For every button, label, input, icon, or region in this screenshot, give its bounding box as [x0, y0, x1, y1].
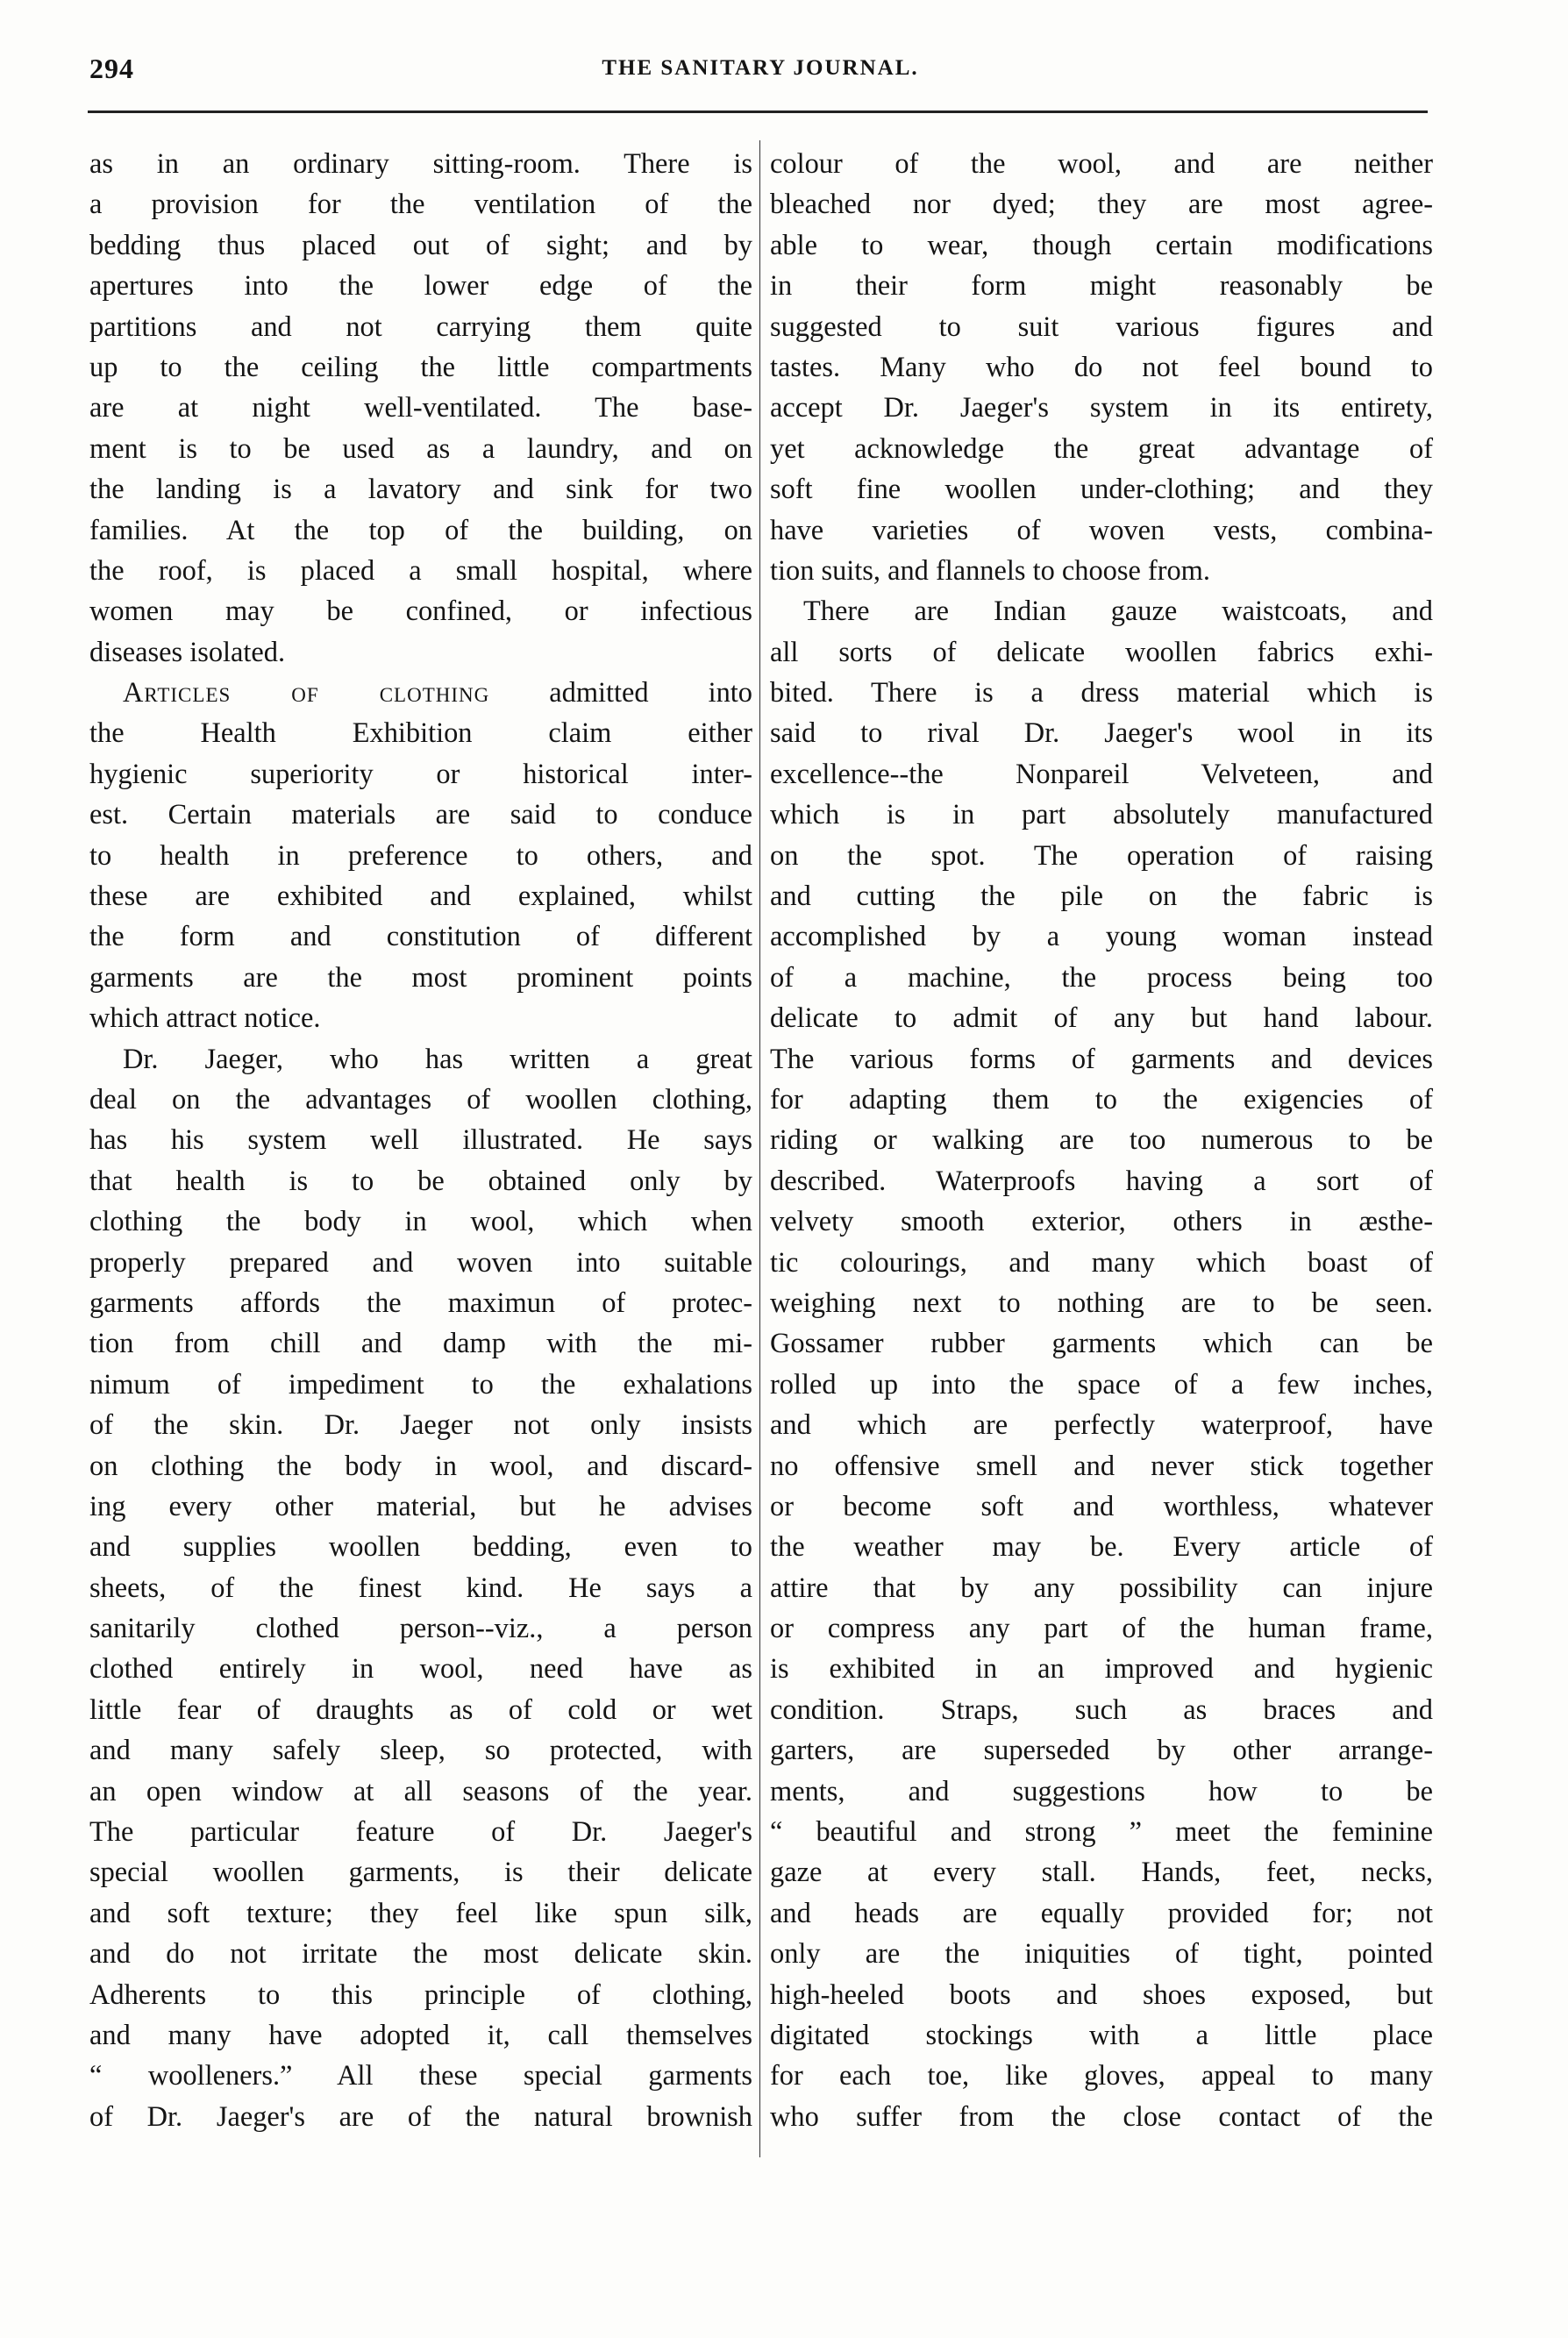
text-line: colour of the wool, and are neither [770, 148, 1433, 180]
text-line: The particular feature of Dr. Jaeger's [89, 1816, 752, 1849]
text-line: and cutting the pile on the fabric is [770, 880, 1433, 913]
text-line [89, 673, 752, 713]
text-line: and many safely sleep, so protected, with [89, 1735, 752, 1767]
text-line: There are Indian gauze waistcoats, and [803, 595, 1433, 628]
text-line: diseases isolated. [89, 636, 286, 668]
text-line: are at night well-ventilated. The base- [89, 392, 752, 424]
text-line: special woollen garments, is their delicate [89, 1857, 752, 1889]
text-line: accept Dr. Jaeger's system in its entirety, [770, 392, 1433, 424]
page-number: 294 [89, 53, 134, 84]
text-line: the roof, is placed a small hospital, where [89, 554, 752, 587]
text-line: hygienic superiority or historical inter- [89, 758, 752, 790]
text-line: tic colourings, and many which boast of [770, 1246, 1433, 1279]
text-line: has his system well illustrated. He says [89, 1124, 752, 1157]
paragraph-1 [770, 144, 1433, 591]
running-title: THE SANITARY JOURNAL. [602, 56, 919, 80]
text-line: garments are the most prominent points [89, 961, 752, 994]
text-line: which is in part absolutely manufactured [770, 799, 1433, 831]
text-line: the Health Exhibition claim either [89, 717, 752, 750]
text-line: and heads are equally provided for; not [770, 1897, 1433, 1929]
text-line: ment is to be used as a laundry, and on [89, 432, 752, 465]
text-line: attire that by any possibility can injure [770, 1572, 1433, 1604]
text-line: in their form might reasonably be [770, 270, 1433, 303]
text-line: apertures into the lower edge of the [89, 270, 752, 303]
paragraph-2 [89, 673, 752, 1039]
text-line: little fear of draughts as of cold or wet [89, 1693, 752, 1726]
text-line: and do not irritate the most delicate skin. [89, 1938, 752, 1971]
text-line: Adherents to this principle of clothing, [89, 1978, 752, 2011]
right-column [770, 144, 1433, 2137]
text-line: tion suits, and flannels to choose from. [770, 554, 1210, 587]
text-line: the weather may be. Every article of [770, 1531, 1433, 1564]
text-line: clothed entirely in wool, need have as [89, 1653, 752, 1686]
text-line: excellence--the Nonpareil Velveteen, and [770, 758, 1433, 790]
text-line: “ woolleners.” All these special garments [89, 2060, 752, 2092]
text-line: clothing the body in wool, which when [89, 1206, 752, 1238]
text-line: ing every other material, but he advises [89, 1490, 752, 1522]
text-line: which attract notice. [89, 1002, 321, 1035]
text-line: partitions and not carrying them quite [89, 310, 752, 343]
text-line: the landing is a lavatory and sink for two [89, 474, 752, 506]
text-line: tion from chill and damp with the mi- [89, 1328, 752, 1360]
text-line: an open window at all seasons of the year. [89, 1775, 752, 1807]
text-line: digitated stockings with a little place [770, 2019, 1433, 2051]
text-line: of the skin. Dr. Jaeger not only insists [89, 1409, 752, 1442]
paragraph-2 [770, 591, 1433, 2137]
text-line: bleached nor dyed; they are most agree- [770, 189, 1433, 221]
text-line: yet acknowledge the great advantage of [770, 432, 1433, 465]
text-line: “ beautiful and strong ” meet the feminine [770, 1816, 1433, 1849]
text-line: and soft texture; they feel like spun silk, [89, 1897, 752, 1929]
text-line: these are exhibited and explained, whilst [89, 880, 752, 913]
text-line: velvety smooth exterior, others in æsthe- [770, 1206, 1433, 1238]
text-line: rolled up into the space of a few inches, [770, 1368, 1433, 1401]
text-line: weighing next to nothing are to be seen. [770, 1287, 1433, 1319]
text-line: no offensive smell and never stick together [770, 1450, 1433, 1482]
text-line: suggested to suit various figures and [770, 310, 1433, 343]
text-line: The various forms of garments and devices [770, 1043, 1433, 1075]
text-line: or become soft and worthless, whatever [770, 1490, 1433, 1522]
page-header [89, 53, 1431, 88]
text-line: only are the iniquities of tight, pointed [770, 1938, 1433, 1971]
text-line: that health is to be obtained only by [89, 1165, 752, 1197]
text-line: and many have adopted it, call themselves [89, 2019, 752, 2051]
text-line: families. At the top of the building, on [89, 514, 752, 546]
text-line: and supplies woollen bedding, even to [89, 1531, 752, 1564]
text-line: have varieties of woven vests, combina- [770, 514, 1433, 546]
text-line: on the spot. The operation of raising [770, 839, 1433, 872]
text-line: properly prepared and woven into suitable [89, 1246, 752, 1279]
text-line: of Dr. Jaeger's are of the natural brownish [89, 2100, 752, 2133]
text-line: condition. Straps, such as braces and [770, 1693, 1433, 1726]
text-line: high-heeled boots and shoes exposed, but [770, 1978, 1433, 2011]
paragraph-3 [89, 1039, 752, 2138]
text-line: to health in preference to others, and [89, 839, 752, 872]
text-line: bited. There is a dress material which is [770, 677, 1433, 709]
text-line: bedding thus placed out of sight; and by [89, 229, 752, 261]
text-line: as in an ordinary sitting-room. There is [89, 148, 752, 180]
text-fragment: admitted into [549, 677, 752, 709]
text-line: or compress any part of the human frame, [770, 1613, 1433, 1645]
text-line: accomplished by a young woman instead [770, 921, 1433, 953]
text-line: tastes. Many who do not feel bound to [770, 351, 1433, 383]
text-line: all sorts of delicate woollen fabrics exhi- [770, 636, 1433, 668]
text-line: for adapting them to the exigencies of [770, 1083, 1433, 1116]
text-line: nimum of impediment to the exhalations [89, 1368, 752, 1401]
text-line: Gossamer rubber garments which can be [770, 1328, 1433, 1360]
text-line: said to rival Dr. Jaeger's wool in its [770, 717, 1433, 750]
text-line: garments affords the maximun of protec- [89, 1287, 752, 1319]
text-line: est. Certain materials are said to conduce [89, 799, 752, 831]
text-line: of a machine, the process being too [770, 961, 1433, 994]
text-line: and which are perfectly waterproof, have [770, 1409, 1433, 1442]
paragraph-1 [89, 144, 752, 673]
text-line: delicate to admit of any but hand labour. [770, 1002, 1433, 1035]
text-line: ments, and suggestions how to be [770, 1775, 1433, 1807]
text-line: the form and constitution of different [89, 921, 752, 953]
text-line: up to the ceiling the little compartments [89, 351, 752, 383]
section-lead: Articles of clothing [123, 677, 490, 709]
text-line: garters, are superseded by other arrange- [770, 1735, 1433, 1767]
text-line: is exhibited in an improved and hygienic [770, 1653, 1433, 1686]
text-line: soft fine woollen under-clothing; and they [770, 474, 1433, 506]
text-line: deal on the advantages of woollen clothing, [89, 1083, 752, 1116]
left-column [89, 144, 752, 2137]
header-rule [88, 110, 1428, 113]
text-line: sanitarily clothed person--viz., a person [89, 1613, 752, 1645]
text-line: described. Waterproofs having a sort of [770, 1165, 1433, 1197]
text-line: women may be confined, or infectious [89, 595, 752, 628]
text-line: able to wear, though certain modifications [770, 229, 1433, 261]
text-line: a provision for the ventilation of the [89, 189, 752, 221]
text-line: sheets, of the finest kind. He says a [89, 1572, 752, 1604]
text-line: who suffer from the close contact of the [770, 2100, 1433, 2133]
text-line: gaze at every stall. Hands, feet, necks, [770, 1857, 1433, 1889]
text-line: Dr. Jaeger, who has written a great [123, 1043, 752, 1075]
text-line: on clothing the body in wool, and discard- [89, 1450, 752, 1482]
column-rule [759, 140, 760, 2157]
text-line: for each toe, like gloves, appeal to many [770, 2060, 1433, 2092]
text-line: riding or walking are too numerous to be [770, 1124, 1433, 1157]
